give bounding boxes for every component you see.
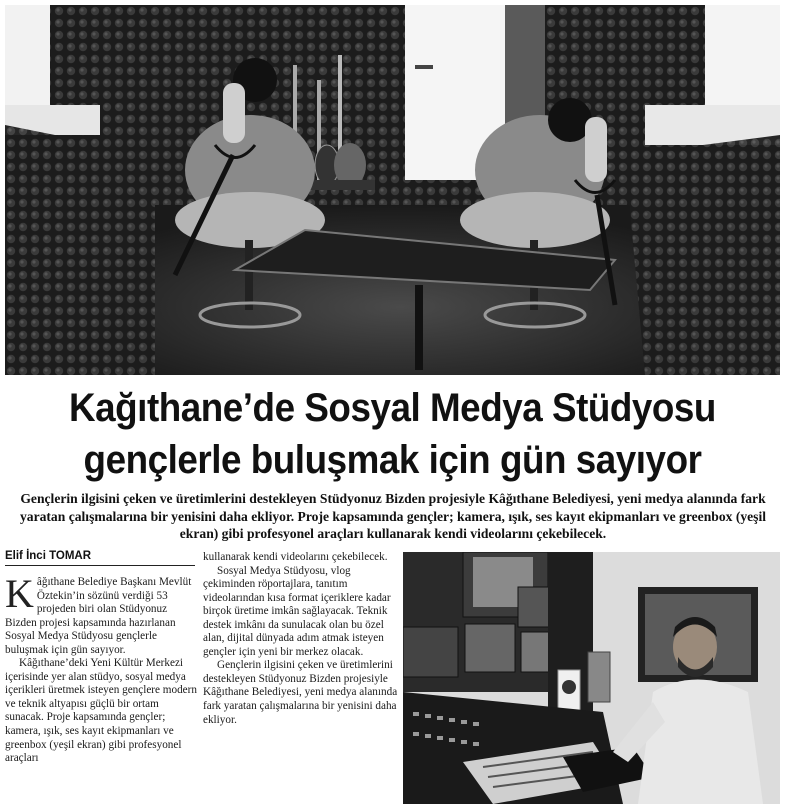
paragraph-1-text: âğıthane Belediye Başkanı Mevlüt Öztekin’in sözünü verdiği 53 projeden biri olan Stüdyonuz Bizden projesi kapsamında hazırlanan Sosyal Medya Stüdyosu gençlerle buluşmak için gün sayıyor. <box>5 576 192 656</box>
headline-line-2: gençlerle buluşmak için gün sayıyor <box>83 438 702 482</box>
paragraph-2: Kâğıthane’deki Yeni Kültür Merkezi içerisinde yer alan stüdyo, sosyal medya içerikleri üretmek isteyen gençlere modern ve teknik altyapısı güçlü bir ortam sunacak. Proje kapsamında gençler; kamera, ışık, ses kayıt ekipmanları ve greenbox (yeşil ekran) gibi profesyonel araçları <box>5 657 197 765</box>
body-column-2 <box>203 551 398 727</box>
headline-line-1: Kağıthane’de Sosyal Medya Stüdyosu <box>69 386 716 430</box>
body-column-1 <box>5 571 197 766</box>
lead-paragraph: Gençlerin ilgisini çeken ve üretimlerini destekleyen Stüdyonuz Bizden projesiyle Kâğıthane Belediyesi, yeni medya alanında fark yaratan çalışmalarına bir yenisini daha ekliyor. Proje kapsamında gençler; kamera, ışık, ses kayıt ekipmanları ve greenbox (yeşil ekran) gibi profesyonel araçları kullanarak kendi videolarını çekebilecek. <box>19 491 767 541</box>
paragraph-3: kullanarak kendi videolarını çekebilecek. <box>203 551 388 563</box>
control-room-photo <box>403 552 780 804</box>
studio-photo <box>5 5 780 375</box>
paragraph-4: Sosyal Medya Stüdyosu, vlog çekiminden röportajlara, tanıtım videolarından kısa format içeriklere kadar birçok üretime imkân sağlayacak. Teknik destek imkânı da sunulacak olan bu özel alan, dijital dünyada adım atmak isteyen gençler için yeni bir merkez olacak. <box>203 564 391 658</box>
paragraph-1 <box>5 571 197 657</box>
drop-cap: K <box>5 571 34 616</box>
byline: Elif İnci TOMAR <box>5 549 195 566</box>
paragraph-5: Gençlerin ilgisini çeken ve üretimlerini destekleyen Stüdyonuz Bizden projesiyle Kâğıthane Belediyesi, yeni medya alanında fark yaratan çalışmalarına bir yenisini daha ekliyor. <box>203 659 398 726</box>
